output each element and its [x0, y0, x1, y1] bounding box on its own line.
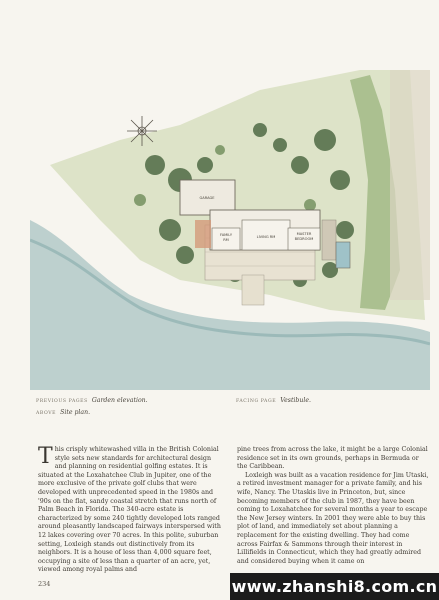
body-column-left: [38, 446, 223, 575]
caption-previous-label: PREVIOUS PAGES: [36, 399, 88, 404]
family-room-label-2: RM: [223, 238, 229, 242]
caption-above-text: Site plan.: [60, 409, 91, 416]
body-column-right: [237, 446, 429, 566]
body-right-paragraph-2: Loxleigh was built as a vacation residence for Jim Utaski, a retired investment manager for a private family, and his wife, Nancy. The Utaskis live in Princeton, but, since becoming members of the club in 1987, they have been coming to Loxahatchee for several months a year to escape the New Jersey winters. In 2001 they were able to buy this plot of land, and immediately set about planning a replacement for the existing dwelling. They had come across Fairfax & Sammons through their interest in Lillifields in Connecticut, which they had greatly admired and considered buying when it came on: [237, 471, 429, 565]
master-bedroom-label-2: BEDROOM: [294, 237, 314, 241]
caption-facing-label: FACING PAGE: [236, 399, 277, 404]
site-plan-illustration: [30, 70, 430, 390]
garage-label: GARAGE: [199, 196, 215, 200]
compass-rose-icon: [127, 116, 157, 146]
caption-above: [36, 409, 90, 416]
drop-cap: T: [38, 444, 53, 469]
caption-facing: [236, 397, 311, 404]
caption-previous: [36, 397, 148, 404]
page-number: 234: [38, 580, 51, 588]
caption-above-label: ABOVE: [36, 411, 57, 416]
caption-previous-text: Garden elevation.: [91, 397, 148, 404]
family-room-label: FAMILY: [219, 233, 233, 237]
master-bedroom-label: MASTER: [296, 232, 312, 236]
pool: [336, 242, 350, 268]
body-left-text: his crisply whitewashed villa in the British Colonial style sets new standards for architectural design and planning on residential golfing estates. It is situated at the Loxahatchee Club in Jupiter, one of the more exclusive of the private golf clubs that were developed with unprecedented speed in the 1980s and '90s on the flat, sandy coastal stretch that runs north of Palm Beach in Florida. The 340-acre estate is characterized by some 240 tightly developed lots ranged around pleasantly landscaped fairways interspersed with 12 lakes covering over 70 acres. In this polite, suburban setting, Loxleigh stands out distinctively from its neighbors. It is a house of less than 4,000 square feet, occupying a site of less than a quarter of an acre, yet, viewed among royal palms and: [38, 446, 221, 574]
body-right-paragraph-1: pine trees from across the lake, it might be a large Colonial residence set in its own grounds, perhaps in Bermuda or the Caribbean.: [237, 446, 428, 471]
body-paragraph-1: [38, 446, 223, 575]
caption-facing-text: Vestibule.: [280, 397, 311, 404]
living-room-label: LIVING RM: [256, 235, 276, 239]
road: [390, 70, 430, 300]
watermark-banner: www.zhanshi8.com.cn: [230, 573, 439, 600]
site-plan-drawing: [30, 70, 430, 390]
